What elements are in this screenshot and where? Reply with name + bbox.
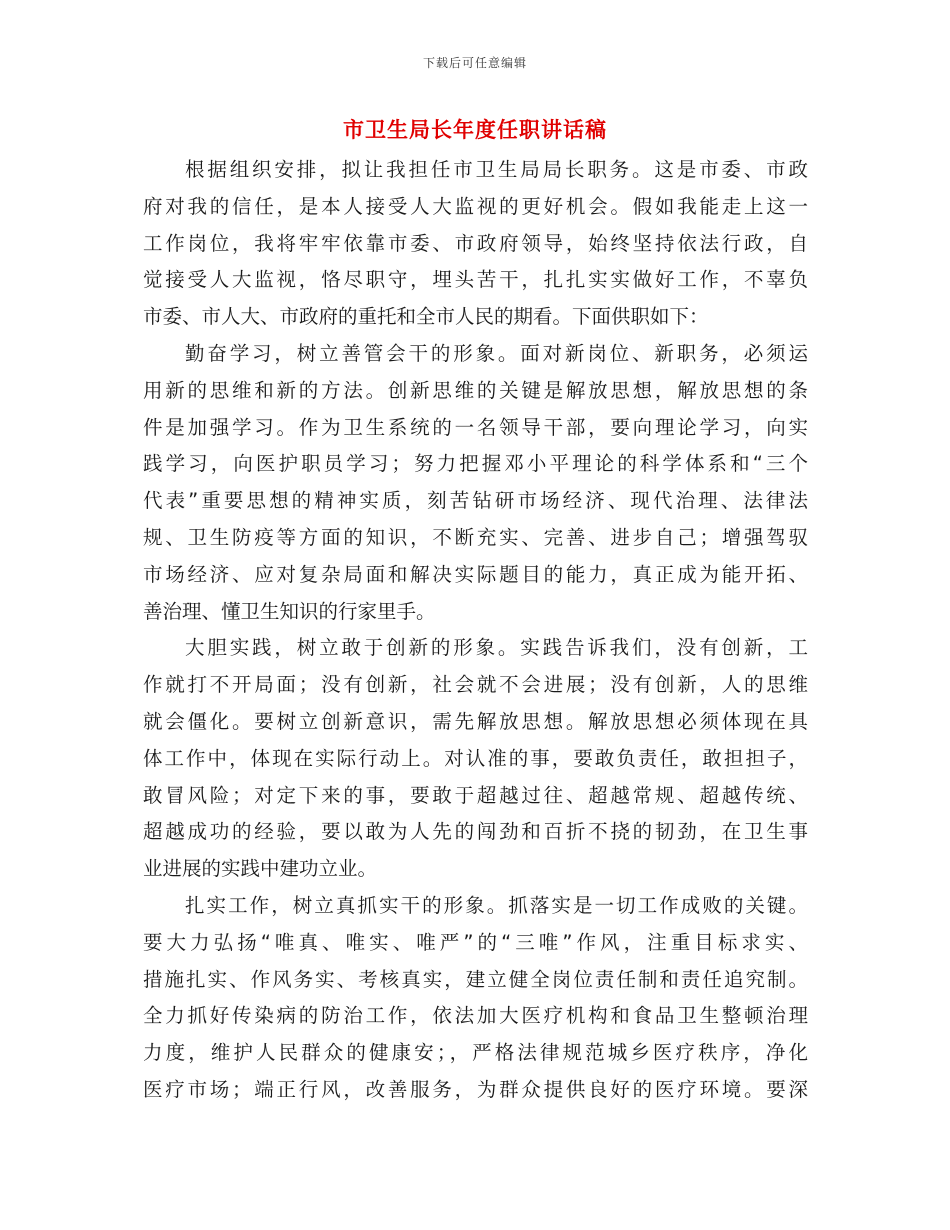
text-line: 市场经济、应对复杂局面和解决实际题目的能力，真正成为能开拓、 xyxy=(143,562,808,586)
text-line: 医疗市场；端正行风，改善服务，为群众提供良好的医疗环境。要深 xyxy=(143,1077,808,1101)
text-line: 措施扎实、作风务实、考核真实，建立健全岗位责任制和责任追究制。 xyxy=(143,967,808,991)
document-body xyxy=(143,152,808,1109)
text-line: 根据组织安排，拟让我担任市卫生局局长职务。这是市委、市政 xyxy=(185,158,808,181)
text-line: 敢冒风险；对定下来的事，要敢于超越过往、超越常规、超越传统、 xyxy=(143,783,808,807)
text-line: 件是加强学习。作为卫生系统的一名领导干部，要向理论学习，向实 xyxy=(143,415,808,439)
text-line: 规、卫生防疫等方面的知识，不断充实、完善、进步自己；增强驾驭 xyxy=(143,525,808,549)
text-line: 觉接受人大监视，恪尽职守，埋头苦干，扎扎实实做好工作，不辜负 xyxy=(143,268,808,292)
paragraph xyxy=(143,152,808,336)
text-line: 就会僵化。要树立创新意识，需先解放思想。解放思想必须体现在具 xyxy=(143,709,808,733)
text-line: 府对我的信任，是本人接受人大监视的更好机会。假如我能走上这一 xyxy=(143,194,808,218)
text-line: 工作岗位，我将牢牢依靠市委、市政府领导，始终坚持依法行政，自 xyxy=(143,231,808,255)
paragraph xyxy=(143,888,808,1109)
text-line: 代表”重要思想的精神实质，刻苦钻研市场经济、现代治理、法律法 xyxy=(143,489,808,513)
header-note: 下载后可任意编辑 xyxy=(422,56,527,70)
text-line: 体工作中，体现在实际行动上。对认准的事，要敢负责任，敢担担子， xyxy=(143,746,808,770)
text-line: 全力抓好传染病的防治工作，依法加大医疗机构和食品卫生整顿治理 xyxy=(143,1004,808,1028)
text-line: 勤奋学习，树立善管会干的形象。面对新岗位、新职务，必须运 xyxy=(185,341,808,365)
paragraph xyxy=(143,630,808,888)
text-line: 用新的思维和新的方法。创新思维的关键是解放思想，解放思想的条 xyxy=(143,378,808,402)
text-line: 超越成功的经验，要以敢为人先的闯劲和百折不挠的韧劲，在卫生事 xyxy=(143,820,808,844)
text-line: 力度，维护人民群众的健康安；，严格法律规范城乡医疗秩序，净化 xyxy=(143,1041,808,1065)
text-line: 业进展的实践中建功立业。 xyxy=(143,857,378,881)
text-line: 善治理、懂卫生知识的行家里手。 xyxy=(143,599,436,623)
text-line: 扎实工作，树立真抓实干的形象。抓落实是一切工作成败的关键。 xyxy=(185,893,808,917)
text-line: 要大力弘扬“唯真、唯实、唯严”的“三唯”作风，注重目标求实、 xyxy=(143,930,808,954)
text-line: 践学习，向医护职员学习；努力把握邓小平理论的科学体系和“三个 xyxy=(143,452,808,476)
document-title: 市卫生局长年度任职讲话稿 xyxy=(343,117,607,142)
text-line: 大胆实践，树立敢于创新的形象。实践告诉我们，没有创新，工 xyxy=(185,636,808,660)
text-line: 市委、市人大、市政府的重托和全市人民的期看。下面供职如下： xyxy=(143,305,709,329)
text-line: 作就打不开局面；没有创新，社会就不会进展；没有创新，人的思维 xyxy=(143,673,808,697)
paragraph xyxy=(143,336,808,630)
